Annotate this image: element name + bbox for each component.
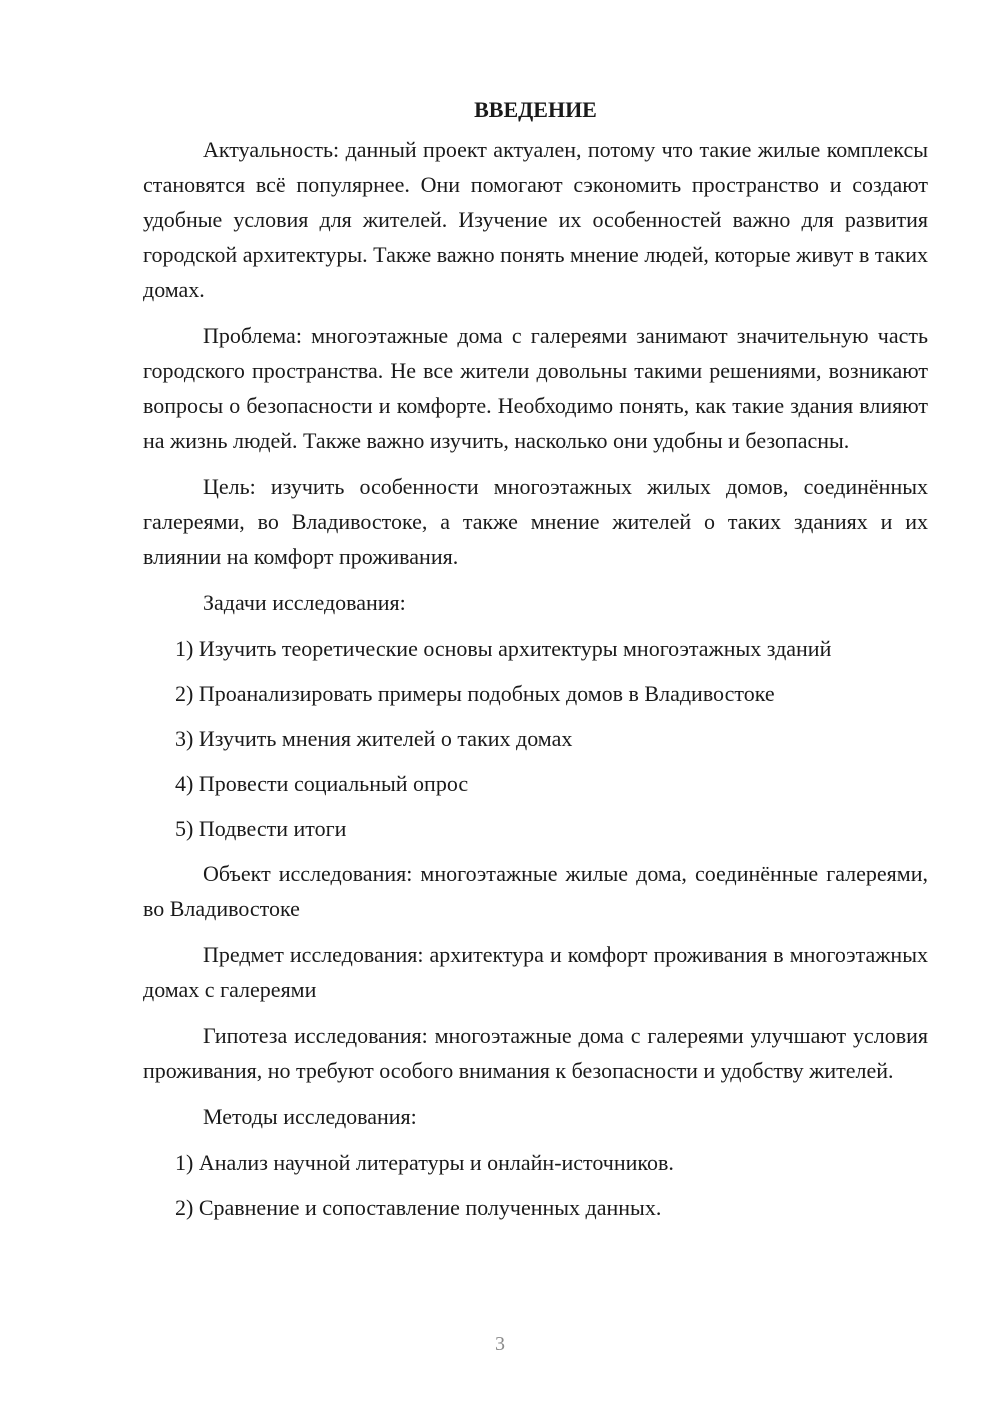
goal-paragraph: Цель: изучить особенности многоэтажных жилых домов, соединённых галереями, во Владивостоке, а также мнение жителей о таких зданиях и их влиянии на комфорт проживания.	[143, 474, 928, 569]
object-paragraph: Объект исследования: многоэтажные жилые дома, соединённые галереями, во Владивостоке	[143, 861, 928, 921]
list-item: 3) Изучить мнения жителей о таких домах	[175, 726, 573, 751]
tasks-heading: Задачи исследования:	[203, 590, 406, 615]
list-item: 4) Провести социальный опрос	[175, 771, 469, 796]
list-item: 2) Проанализировать примеры подобных домов в Владивостоке	[175, 681, 775, 706]
list-item: 1) Анализ научной литературы и онлайн-источников.	[175, 1150, 674, 1175]
tasks-list	[143, 631, 928, 846]
methods-list	[143, 1145, 928, 1225]
document-page	[143, 92, 928, 1235]
list-item: 2) Сравнение и сопоставление полученных данных.	[175, 1195, 662, 1220]
relevance-paragraph: Актуальность: данный проект актуален, потому что такие жилые комплексы становятся всё популярнее. Они помогают сэкономить пространство и создают удобные условия для жителей. Изучение их особенностей важно для развития городской архитектуры. Также важно понять мнение людей, которые живут в таких домах.	[143, 137, 928, 302]
methods-heading: Методы исследования:	[203, 1104, 417, 1129]
list-item: 5) Подвести итоги	[175, 816, 347, 841]
page-title: ВВЕДЕНИЕ	[474, 97, 597, 122]
list-item: 1) Изучить теоретические основы архитектуры многоэтажных зданий	[175, 636, 832, 661]
problem-paragraph: Проблема: многоэтажные дома с галереями занимают значительную часть городского пространства. Не все жители довольны такими решениями, возникают вопросы о безопасности и комфорте. Необходимо понять, как такие здания влияют на жизнь людей. Также важно изучить, насколько они удобны и безопасны.	[143, 323, 928, 453]
subject-paragraph: Предмет исследования: архитектура и комфорт проживания в многоэтажных домах с галереями	[143, 942, 928, 1002]
page-number: 3	[495, 1333, 505, 1355]
hypothesis-paragraph: Гипотеза исследования: многоэтажные дома с галереями улучшают условия проживания, но требуют особого внимания к безопасности и удобству жителей.	[143, 1023, 928, 1083]
